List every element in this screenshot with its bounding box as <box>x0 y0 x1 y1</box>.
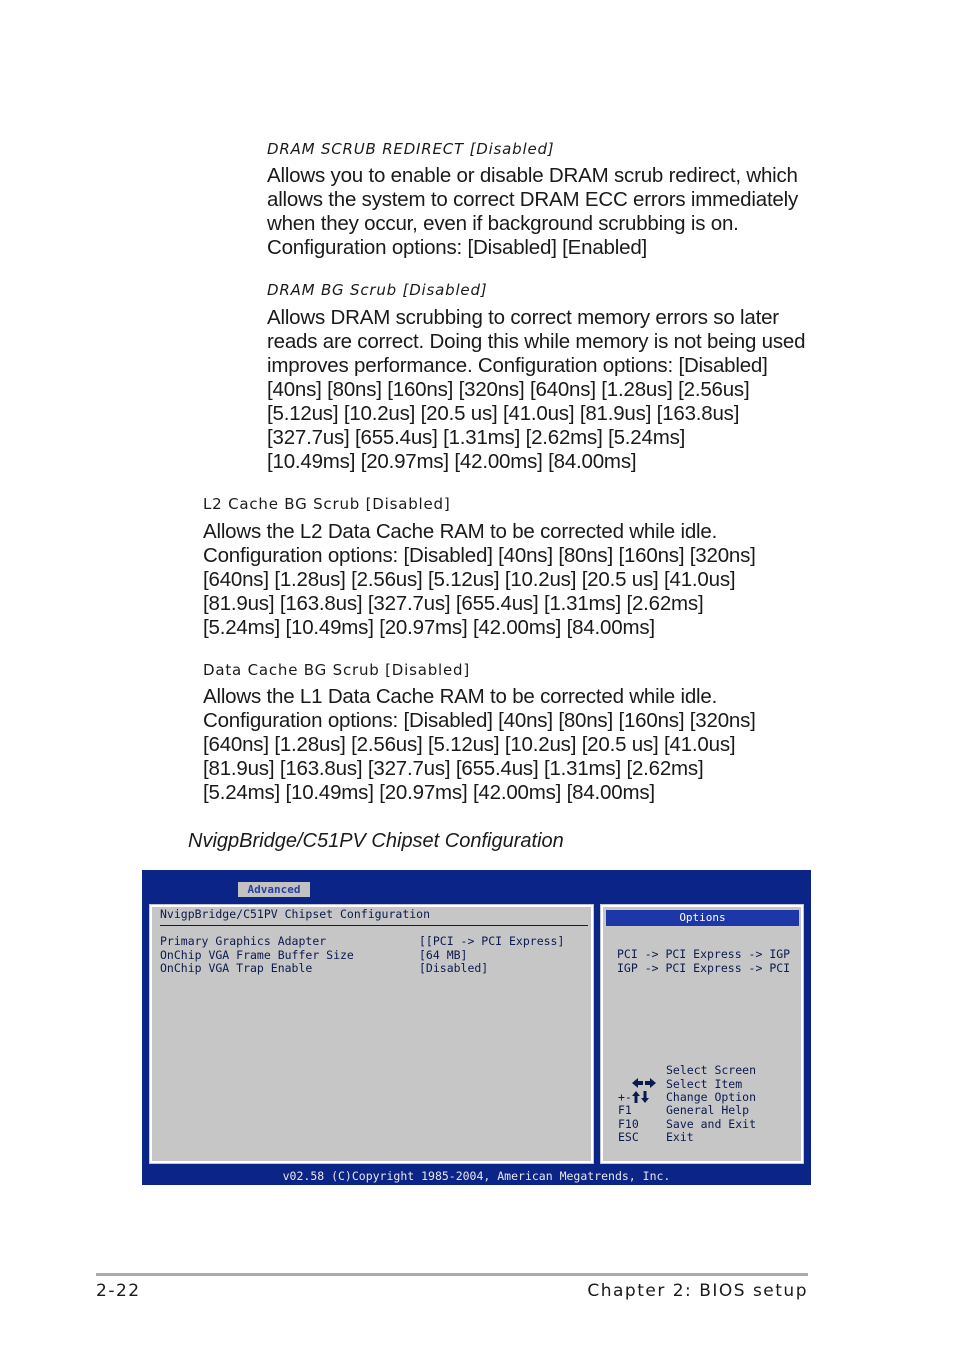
setting-value-frame-buffer[interactable]: [64 MB] <box>419 948 468 962</box>
body-line: Allows the L2 Data Cache RAM to be corrected while idle. <box>203 520 718 543</box>
panel-title-divider <box>160 925 588 926</box>
body-line: [40ns] [80ns] [160ns] [320ns] [640ns] [1.28us] [2.56us] <box>267 378 750 401</box>
setting-label-frame-buffer[interactable]: OnChip VGA Frame Buffer Size <box>160 948 354 962</box>
section-body-data-cache-bg-scrub <box>203 685 756 805</box>
body-line: [5.12us] [10.2us] [20.5 us] [41.0us] [81.9us] [163.8us] <box>267 402 740 425</box>
key-f1: F1 <box>618 1103 632 1117</box>
section-heading-data-cache-bg-scrub: Data Cache BG Scrub [Disabled] <box>203 661 471 679</box>
key-action-select-screen: Select Screen <box>666 1063 757 1077</box>
body-line: Configuration options: [Disabled] [Enabled] <box>267 236 648 259</box>
body-line: [640ns] [1.28us] [2.56us] [5.12us] [10.2us] [20.5 us] [41.0us] <box>203 733 736 756</box>
body-line: [81.9us] [163.8us] [327.7us] [655.4us] [1.31ms] [2.62ms] <box>203 592 704 615</box>
body-line: Allows the L1 Data Cache RAM to be corrected while idle. <box>203 685 718 708</box>
body-line: Allows you to enable or disable DRAM scrub redirect, which <box>267 164 798 187</box>
body-line: Configuration options: [Disabled] [40ns] [80ns] [160ns] [320ns] <box>203 544 756 567</box>
footer-divider <box>96 1273 808 1276</box>
setting-value-trap-enable[interactable]: [Disabled] <box>419 961 489 975</box>
figure-caption: NvigpBridge/C51PV Chipset Configuration <box>188 830 564 852</box>
key-action-exit: Exit <box>666 1130 694 1144</box>
body-line: [640ns] [1.28us] [2.56us] [5.12us] [10.2us] [20.5 us] [41.0us] <box>203 568 736 591</box>
chapter-title: Chapter 2: BIOS setup <box>587 1281 808 1301</box>
option-pci-first[interactable]: PCI -> PCI Express -> IGP <box>617 947 791 961</box>
body-line: [5.24ms] [10.49ms] [20.97ms] [42.00ms] [84.00ms] <box>203 781 655 804</box>
option-igp-first[interactable]: IGP -> PCI Express -> PCI <box>617 961 791 975</box>
options-title: Options <box>606 910 799 926</box>
section-heading-l2-cache-bg-scrub: L2 Cache BG Scrub [Disabled] <box>203 495 451 513</box>
body-line: [5.24ms] [10.49ms] [20.97ms] [42.00ms] [84.00ms] <box>203 616 655 639</box>
key-esc: ESC <box>618 1130 639 1144</box>
body-line: reads are correct. Doing this while memory is not being used <box>267 330 806 353</box>
body-line: Allows DRAM scrubbing to correct memory errors so later <box>267 306 779 329</box>
key-action-save-exit: Save and Exit <box>666 1117 757 1131</box>
page-number: 2-22 <box>96 1281 141 1301</box>
setting-value-primary-graphics[interactable]: [[PCI -> PCI Express] <box>419 934 565 948</box>
section-heading-dram-scrub-redirect: DRAM SCRUB REDIRECT [Disabled] <box>267 140 555 158</box>
key-f10: F10 <box>618 1117 639 1131</box>
tab-advanced[interactable]: Advanced <box>238 882 310 897</box>
body-line: improves performance. Configuration options: [Disabled] <box>267 354 768 377</box>
key-action-general-help: General Help <box>666 1103 750 1117</box>
panel-title: NvigpBridge/C51PV Chipset Configuration <box>160 907 431 921</box>
key-plus-minus: +- <box>618 1090 632 1104</box>
body-line: allows the system to correct DRAM ECC errors immediately <box>267 188 799 211</box>
key-action-select-item: Select Item <box>666 1077 743 1091</box>
section-heading-dram-bg-scrub: DRAM BG Scrub [Disabled] <box>267 281 488 299</box>
body-line: [81.9us] [163.8us] [327.7us] [655.4us] [1.31ms] [2.62ms] <box>203 757 704 780</box>
body-line: [10.49ms] [20.97ms] [42.00ms] [84.00ms] <box>267 450 637 473</box>
setting-label-primary-graphics[interactable]: Primary Graphics Adapter <box>160 934 327 948</box>
setting-label-trap-enable[interactable]: OnChip VGA Trap Enable <box>160 961 313 975</box>
section-body-dram-scrub-redirect <box>267 164 798 260</box>
body-line: Configuration options: [Disabled] [40ns] [80ns] [160ns] [320ns] <box>203 709 756 732</box>
section-body-l2-cache-bg-scrub <box>203 520 756 640</box>
key-action-change-option: Change Option <box>666 1090 757 1104</box>
body-line: [327.7us] [655.4us] [1.31ms] [2.62ms] [5.24ms] <box>267 426 686 449</box>
bios-copyright: v02.58 (C)Copyright 1985-2004, American Megatrends, Inc. <box>282 1169 671 1183</box>
body-line: when they occur, even if background scrubbing is on. <box>267 212 739 235</box>
section-body-dram-bg-scrub <box>267 306 805 474</box>
